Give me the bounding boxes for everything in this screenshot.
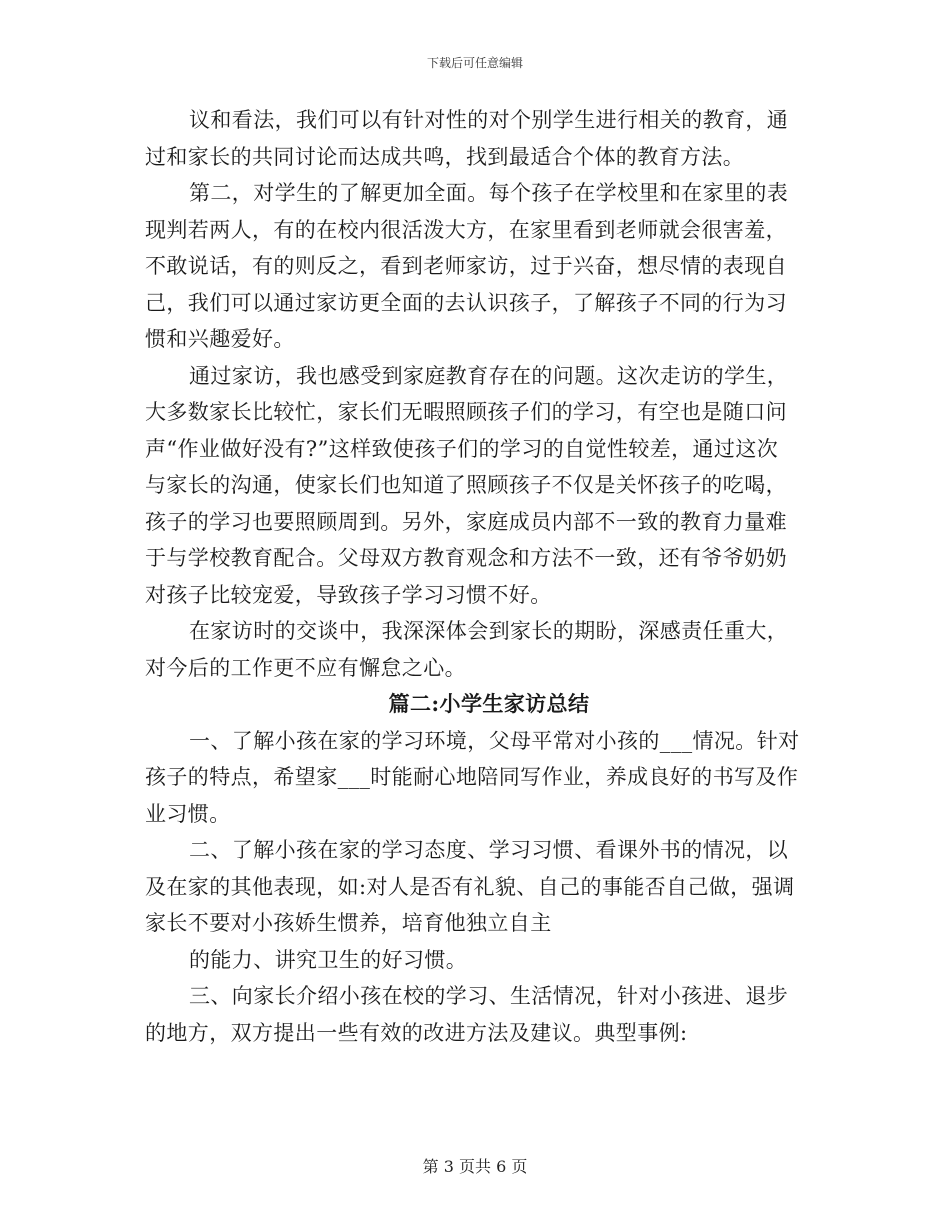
text-line: 家长不要对小孩娇生惯养，培育他独立自主 xyxy=(145,911,552,935)
page-header: 下载后可任意编辑 xyxy=(426,56,523,70)
text-line: 第二，对学生的了解更加全面。每个孩子在学校里和在家里的表 xyxy=(189,181,789,205)
text-line: 在家访时的交谈中，我深深体会到家长的期盼，深感责任重大， xyxy=(189,619,789,643)
text-line: 二、了解小孩在家的学习态度、学习习惯、看课外书的情况，以 xyxy=(189,838,789,862)
text-line: 业习惯。 xyxy=(145,801,231,826)
text-line: 孩子的特点，希望家___时能耐心地陪同写作业，养成良好的书写及作 xyxy=(145,765,799,789)
text-line: 过和家长的共同讨论而达成共鸣，找到最适合个体的教育方法。 xyxy=(145,144,745,169)
text-line: 现判若两人，有的在校内很活泼大方，在家里看到老师就会很害羞， xyxy=(145,217,787,242)
text-line: 于与学校教育配合。父母双方教育观念和方法不一致，还有爷爷奶奶 xyxy=(145,546,787,570)
document-body xyxy=(145,102,809,1051)
section-part-two xyxy=(145,723,809,1052)
text-line: 及在家的其他表现，如:对人是否有礼貌、自己的事能否自己做，强调 xyxy=(145,874,795,899)
text-line: 的能力、讲究卫生的好习惯。 xyxy=(189,947,468,972)
text-line: 对今后的工作更不应有懈怠之心。 xyxy=(145,655,466,680)
text-line: 通过家访，我也感受到家庭教育存在的问题。这次走访的学生， xyxy=(189,363,789,388)
text-line: 声“作业做好没有?”这样致使孩子们的学习的自觉性较差，通过这次 xyxy=(145,436,779,461)
text-line: 的地方，双方提出一些有效的改进方法及建议。典型事例: xyxy=(145,1020,688,1045)
text-line: 三、向家长介绍小孩在校的学习、生活情况，针对小孩进、退步 xyxy=(189,984,789,1008)
text-line: 与家长的沟通，使家长们也知道了照顾孩子不仅是关怀孩子的吃喝， xyxy=(145,473,787,497)
section-part-one xyxy=(145,102,809,686)
section-heading: 篇二:小学生家访总结 xyxy=(388,691,590,716)
text-line: 己，我们可以通过家访更全面的去认识孩子，了解孩子不同的行为习 xyxy=(145,290,787,315)
text-line: 议和看法，我们可以有针对性的对个别学生进行相关的教育，通 xyxy=(189,108,789,132)
text-line: 对孩子比较宠爱，导致孩子学习习惯不好。 xyxy=(145,582,552,607)
text-line: 孩子的学习也要照顾周到。另外，家庭成员内部不一致的教育力量难 xyxy=(145,509,787,534)
text-line: 一、了解小孩在家的学习环境，父母平常对小孩的___情况。针对 xyxy=(189,728,800,753)
page-footer: 第 3 页共 6 页 xyxy=(422,1157,528,1176)
text-line: 大多数家长比较忙，家长们无暇照顾孩子们的学习，有空也是随口问 xyxy=(145,400,787,424)
text-line: 不敢说话，有的则反之，看到老师家访，过于兴奋，想尽情的表现自 xyxy=(145,254,787,278)
text-line: 惯和兴趣爱好。 xyxy=(145,327,295,351)
